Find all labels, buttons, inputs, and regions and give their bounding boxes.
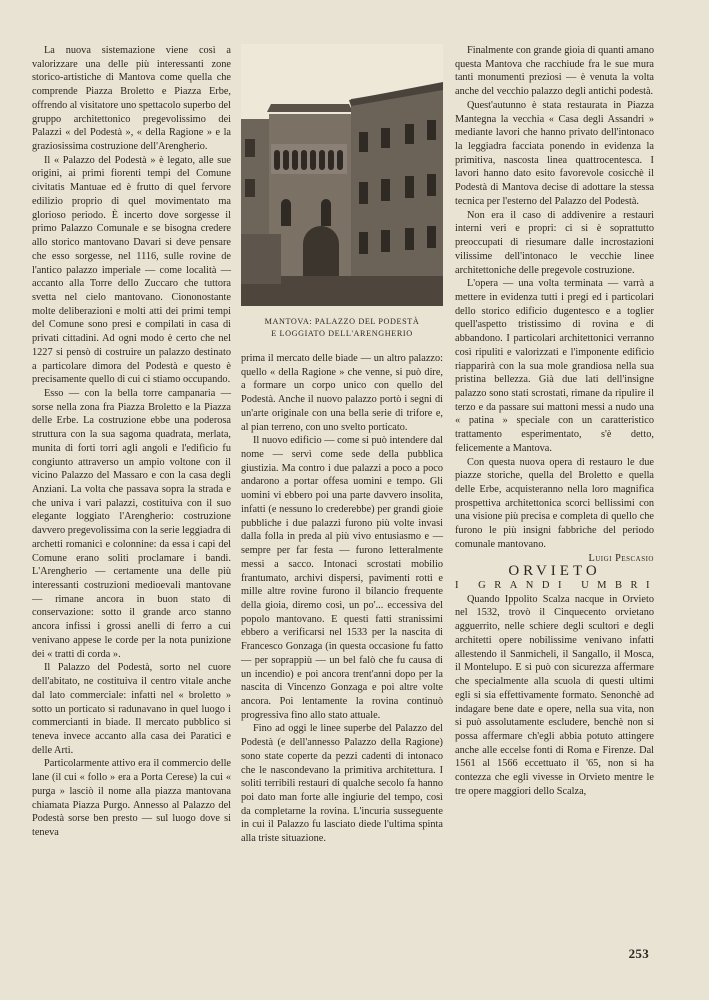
paragraph: Particolarmente attivo era il commercio delle lane (il cui « follo » era a Porta Cerese) la cui « purga » lasciò il nome alla piazza mantovana chiamata Piazza Purgo. Annesso al Palazzo del Podestà sorse ben presto — sul luogo dove si teneva xyxy=(32,758,231,838)
author-signature: Luigi Pescasio xyxy=(588,552,654,564)
paragraph: Fino ad oggi le linee superbe del Palazzo del Podestà (e dell'annesso Palazzo della Ragione) sono state coperte da pezzi cadenti di intonaco che le nascondevano la primitiva architettura. I soliti terribili restauri di qualche secolo fa hanno poi dato man forte alle ingiurie del tempo, così da completarne la rovina. L'incuria susseguente in cui il Palazzo fu lasciato diede l'ultima spinta alla triste situazione. xyxy=(241,723,443,845)
paragraph: Il Palazzo del Podestà, sorto nel cuore dell'abitato, ne costituiva il centro vitale anche dal lato commerciale: infatti nel « broletto » sotto un porticato si radunavano in quel luogo i commercianti in biade. Il mercato pubblico si teneva invece accanto alla casa dei Paratici e delle Arti. xyxy=(32,662,231,756)
left-column xyxy=(32,44,231,840)
paragraph: prima il mercato delle biade — un altro palazzo: quello « della Ragione » che venne, si può dire, a formare un corpo unico con quello del Podestà. Anche il nuovo palazzo portò i segni di un'arte originale con una bella serie di trifore e, al pian terreno, con uno svelto porticato. xyxy=(241,353,443,433)
paragraph: Quando Ippolito Scalza nacque in Orvieto nel 1532, trovò il Cinquecento orvietano agguerrito, nelle schiere degli scultori e degli architetti opere nobilissime venivano infatti allestendo il Sanmicheli, il Sangallo, il Mosca, il Montelupo. E si può con sicurezza affermare che specialmente alla scuola di questi ultimi egli si sia effettivamente formato. Senonchè ad indagare bene date e opere, nella sua vita, non si può assolutamente escludere, benchè non si possa affermare ch'egli abbia potuto attingere anche alle eccelse fonti di Roma e Firenze. Dal 1561 al 1566 eccettuato il '65, non si ha contezza che egli vivesse in Orvieto mentre le tre opere maggiori dello Scalza, xyxy=(455,593,654,797)
paragraph: Non era il caso di addivenire a restauri interni veri e propri: ci si è soprattutto preoccupati di riesumare dalle incrostazioni vilissime dell'intonaco le vecchie linee architettoniche delle pregevole costruzione. xyxy=(455,209,654,276)
paragraph: Esso — con la bella torre campanaria — sorse nella zona fra Piazza Broletto e la Piazza delle Erbe. La costruzione ebbe una poderosa struttura con la sua sagoma quadrata, merlata, munita di forti torri agli angoli e l'edificio fu congiunto attraverso un ampio voltone con il vicino Palazzo del Massaro e con la casa degli Anziani. La volta che passava sopra la strada e che univa i vari palazzi, costituiva con il suo elegante loggiato l'Arengherio: costruzione davvero pregevolissima con la serie leggiadra di archetti romanici e colonnine: da essa i capi del Comune erano soliti proclamare i bandi. L'Arengherio — certamente una delle più interessanti costruzioni medioevali mantovane — rimane ancora in buon stato di conservazione: sotto il grande arco stanno ancora infissi i grossi anelli di ferro a cui venivano appese le corde per la nota punizione dei « tratti di corda ». xyxy=(32,387,231,660)
page-number: 253 xyxy=(628,946,649,961)
photo-caption xyxy=(241,316,443,340)
paragraph: La nuova sistemazione viene così a valorizzare una delle più interessanti zone storico-artistiche di Mantova come quella che comprende Piazza Broletto e Piazza Erbe, offrendo al visitatore uno spettacolo superbo del gruppo architettonico pregevolissimo dei Palazzi « del Podestà », « della Ragione » e la graziosissima costruzione dell'Arengherio. xyxy=(32,45,231,153)
paragraph: Quest'autunno è stata restaurata in Piazza Mantegna la vecchia « Casa degli Assandri » mediante lavori che hanno privato dell'intonaco la leggiadra facciata ponendo in evidenza la primitiva, nascosta linea quattrocentesca. I lavori hanno dato esito favorevole cosicchè il Podestà di Mantova decise di adottare la stessa tecnica per l'esterno del Palazzo del Podestà. xyxy=(455,99,654,207)
section-subtitle: I GRANDI UMBRI xyxy=(455,580,658,592)
palazzo-photo xyxy=(241,44,443,306)
paragraph: L'opera — una volta terminata — varrà a mettere in evidenza tutti i pregi ed i particolari dello storico edificio dugentesco e a toglier quell'aspetto tristissimo di rovina e di abbandono. I particolari architettonici verranno così ripuliti e valorizzati e l'imponente edificio riapparirà con la sua mole grandiosa nella sua pristina bellezza. Già due lati dell'insigne palazzo sono stati scrostati, rimane da ripulire il terzo e da passare sui mattoni messi a nudo una « patina » speciale con un caratteristico trattamento esperimentato, s'è detto, felicemente a Mantova. xyxy=(455,278,654,454)
section-title: ORVIETO xyxy=(508,563,601,580)
paragraph: Il « Palazzo del Podestà » è legato, alle sue origini, ai primi fiorenti tempi del Comune civitatis Mantuae ed è frutto di quel fervore edilizio proprio di quel movimentato ma glorioso periodo. È incerto dove sorgesse il primo Palazzo Comunale e se bisogna credere allo storico mantovano Davari si deve pensare che esso sorgesse, nel 1116, sulle rovine de l'antico palazzo imperiale — come località — accanto alla Torre dello Zuccaro che tuttora svetta nel cielo mantovano. Ciononostante molte deliberazioni e molti atti dei primi tempi del Comune sono presi e compilati in casa di privati cittadini. Ad ogni modo è certo che nel 1227 si pensò di costruire un palazzo destinato a particolare dimora del Podestà e questo è precisamente quello di cui ci stiamo occupando. xyxy=(32,154,231,386)
paragraph: Finalmente con grande gioia di quanti amano questa Mantova che racchiude fra le sue mura tanti monumenti preziosi — è venuta la volta anche del vecchio palazzo degli antichi podestà. xyxy=(455,45,654,98)
right-column xyxy=(455,44,658,799)
middle-column xyxy=(241,44,443,846)
paragraph: Con questa nuova opera di restauro le due piazze storiche, quella del Broletto e quella delle Erbe, acquisteranno nella loro magnifica prospettiva architettonica scorci bellissimi con una visione più precisa e completa di quello che furono le più insigni fabbriche del periodo comunale mantovano. xyxy=(455,456,654,550)
caption-line: MANTOVA: PALAZZO DEL PODESTÀ xyxy=(264,317,420,326)
paragraph: Il nuovo edificio — come si può intendere dal nome — servì come sede della pubblica giustizia. Ma contro i due palazzi a poco a poco andarono a portar offesa uomini e tempo. Gli uomini vi ebbero poi una parte davvero insolita, infatti (e nessuno lo crederebbe) per grandi gioie pubbliche i due palazzi furono più volte invasi dalla folla in preda al più vivo entusiasmo e — sempre per far festa — furono letteralmente messi a sacco. Intonaci scrostati mobilio frantumato, archivi dispersi, pavimenti rotti e mille altre rovine furono il bilancio frequente della gioia, diremo così, un po'... eccessiva del popolo mantovano. E questi fatti stranissimi ebbero a verificarsi nel 1533 per la nascita di Francesco Gonzaga (in questa occasione fu fatto — per soprappiù — un bel falò che fu causa di un incendio) e poi ancora trent'anni dopo per la nascita di Vincenzo Gonzaga e poi altre volte ancora. Poi lentamente la rovina continuò progressiva fino allo stato attuale. xyxy=(241,435,443,721)
palazzo-illustration xyxy=(241,44,443,306)
caption-line: E LOGGIATO DELL'ARENGHERIO xyxy=(271,329,413,338)
